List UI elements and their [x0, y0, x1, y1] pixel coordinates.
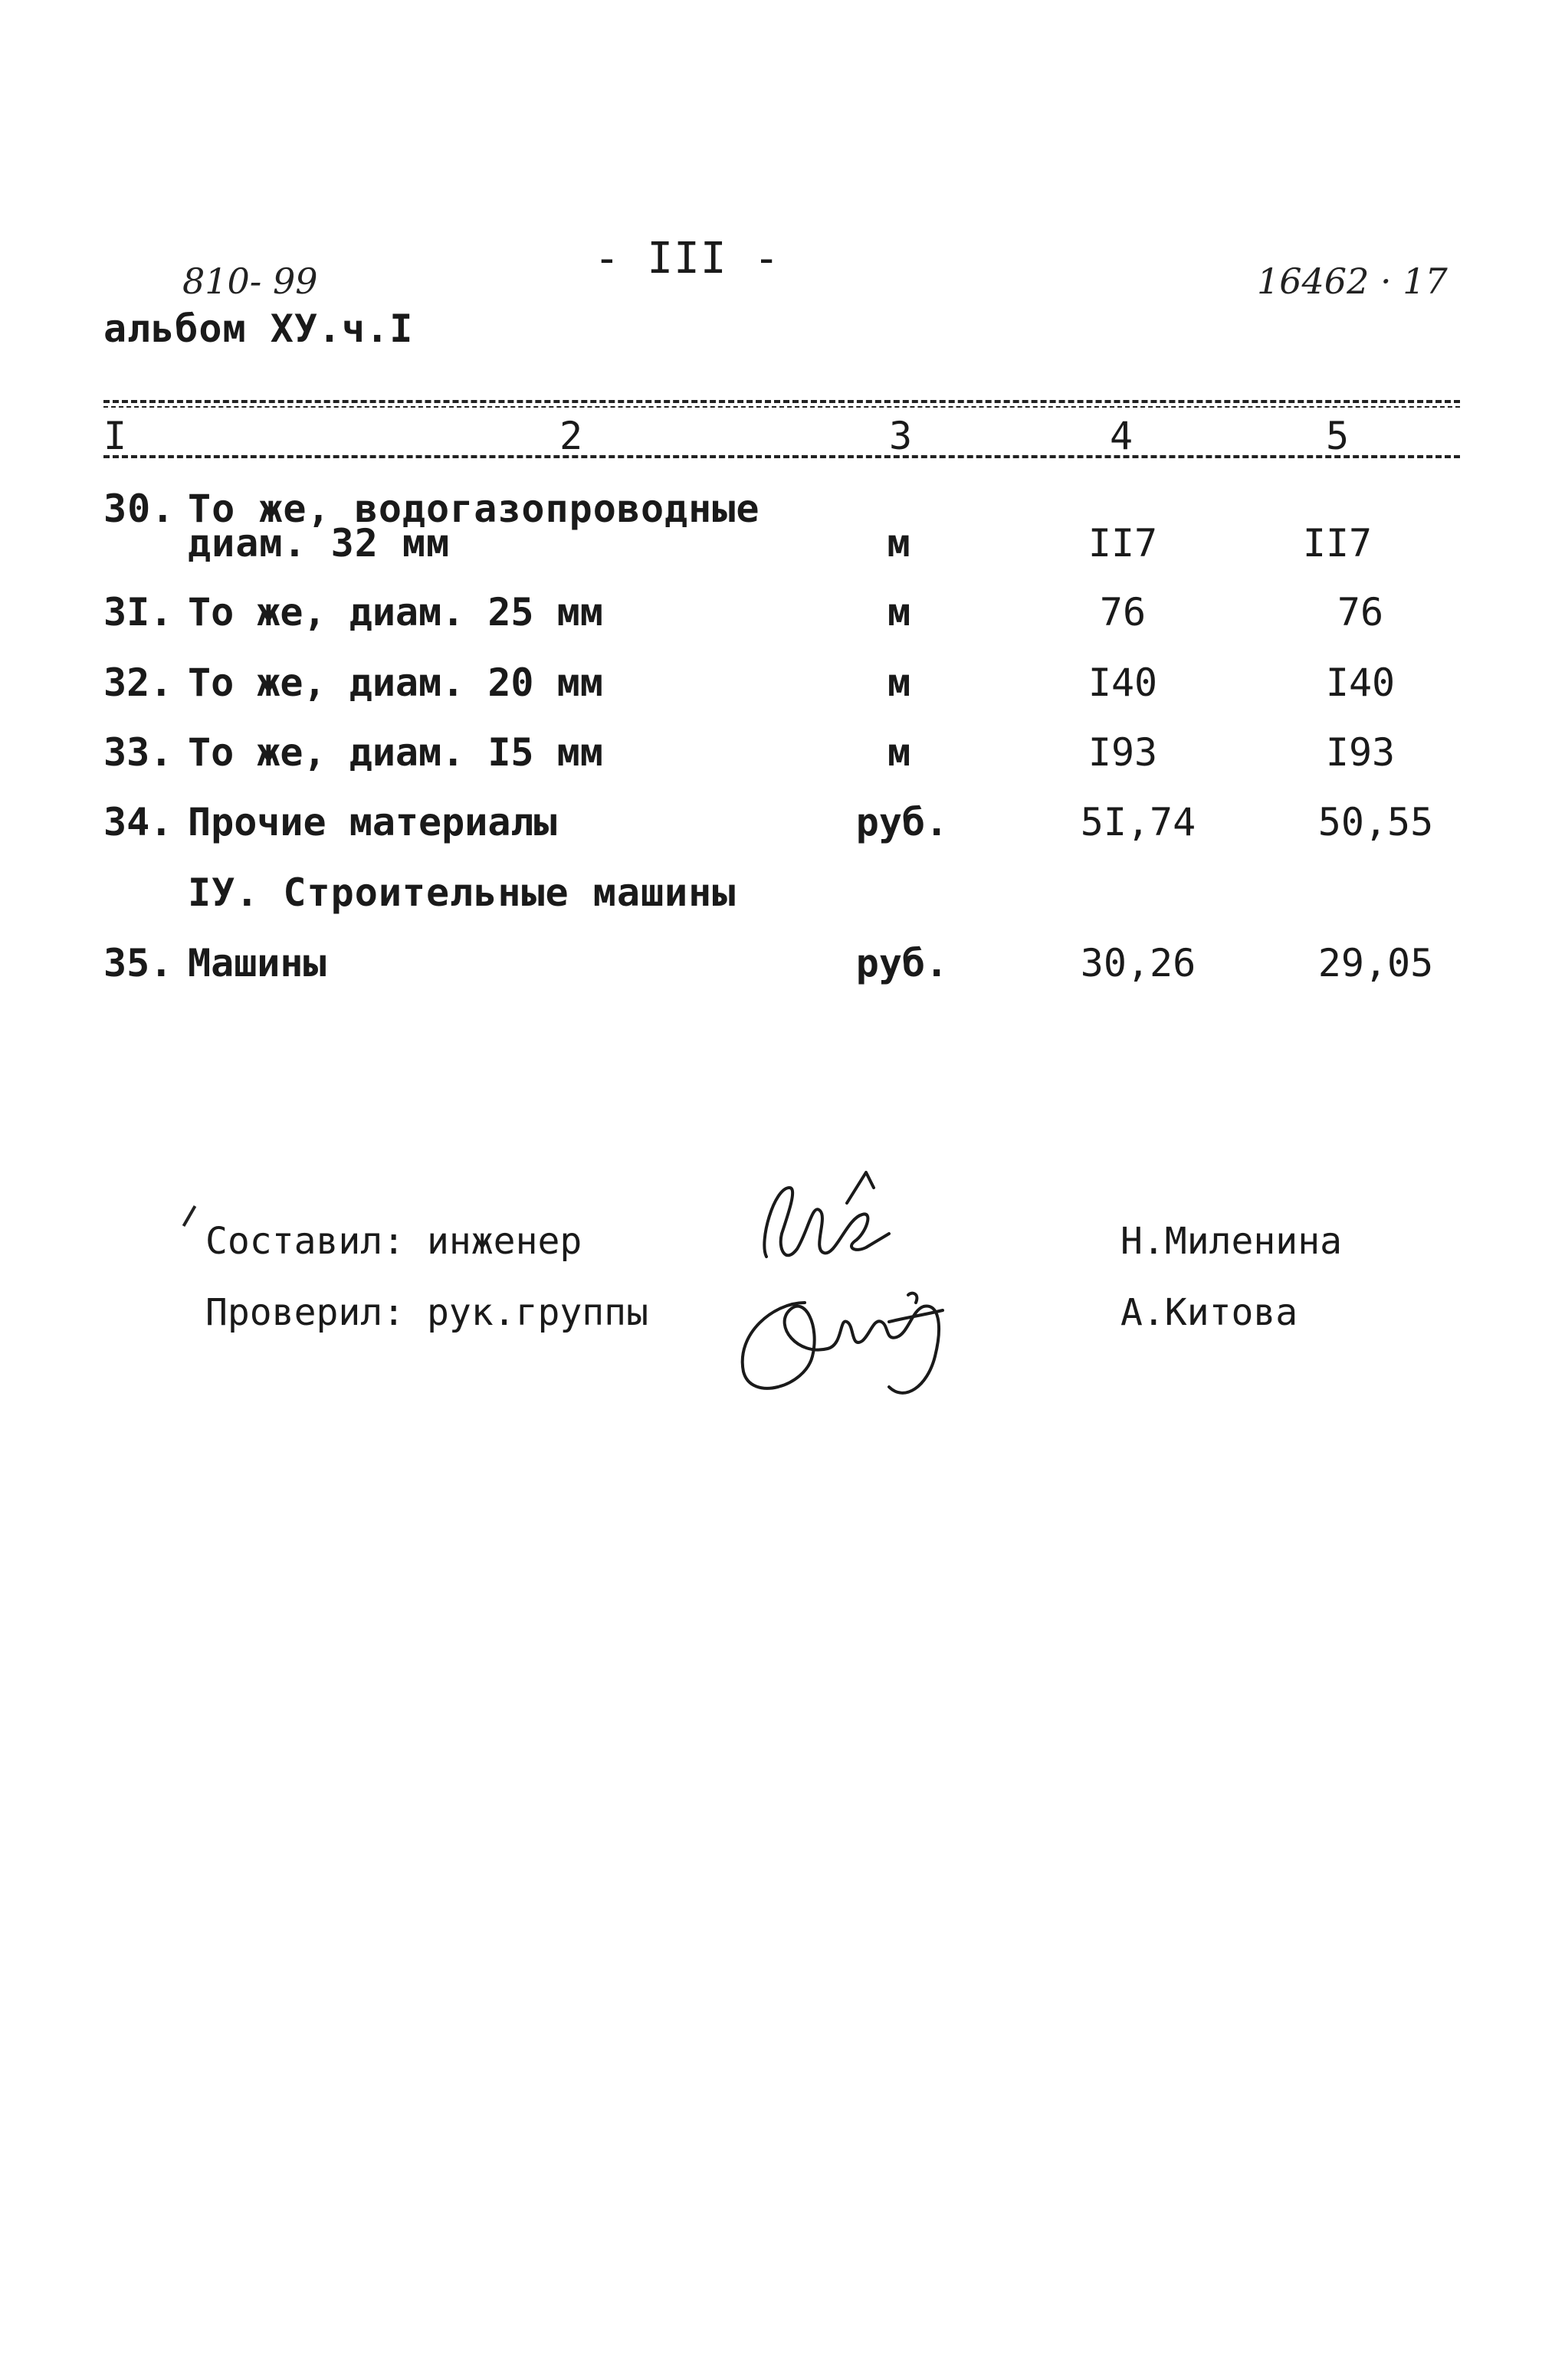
row-col5: 29,05 [1317, 941, 1434, 985]
signature-milenina [764, 1188, 889, 1257]
row-col4: 76 [1099, 590, 1147, 634]
checked-by-label: Проверил: рук.группы [205, 1291, 648, 1334]
row-text: Машины [188, 941, 326, 985]
page-number: - III - [594, 234, 781, 284]
column-header-4: 4 [1110, 414, 1134, 458]
row-col5: II7 [1302, 521, 1373, 565]
compiled-by-name: Н.Миленина [1120, 1220, 1342, 1263]
row-unit: м [887, 730, 911, 775]
row-number: 32. [103, 661, 173, 705]
row-unit: руб. [855, 941, 949, 985]
row-number: 35. [103, 941, 173, 985]
column-header-5: 5 [1326, 414, 1350, 458]
row-text: То же, диам. I5 мм [188, 730, 603, 775]
table-header-rule [103, 455, 1460, 458]
handwritten-inventory-number: 16462 · 17 [1257, 261, 1448, 302]
row-number: 33. [103, 730, 173, 775]
table-row [0, 941, 1565, 995]
checked-by-name: А.Китова [1120, 1291, 1298, 1334]
row-col4: I40 [1088, 661, 1158, 705]
row-text: То же, водогазопроводные [188, 487, 760, 531]
table-row [0, 800, 1565, 854]
row-col5: 50,55 [1317, 800, 1434, 844]
compiled-by-label: Составил: инженер [205, 1220, 582, 1263]
handwritten-doc-code: 810- 99 [182, 261, 318, 302]
row-col5: 76 [1337, 590, 1384, 634]
row-text: То же, диам. 25 мм [188, 590, 603, 634]
row-text: Прочие материалы [188, 800, 557, 844]
row-col5: I93 [1325, 730, 1396, 775]
table-row [0, 661, 1565, 714]
row-text-continued: диам. 32 мм [188, 521, 451, 565]
row-number: 3I. [103, 590, 173, 634]
table-row [0, 730, 1565, 784]
album-label: альбом ХУ.ч.I [103, 307, 414, 351]
handwritten-signatures [713, 1157, 1004, 1410]
row-col4: 5I,74 [1080, 800, 1196, 844]
row-unit: м [887, 521, 911, 565]
table-row [0, 590, 1565, 644]
table-top-rule-2 [103, 406, 1460, 408]
row-unit: руб. [855, 800, 949, 844]
table-top-rule [103, 400, 1460, 403]
row-number: 34. [103, 800, 173, 844]
row-unit: м [887, 590, 911, 634]
column-header-3: 3 [889, 414, 913, 458]
column-header-1: I [103, 414, 127, 458]
row-text: То же, диам. 20 мм [188, 661, 603, 705]
row-col4: 30,26 [1080, 941, 1196, 985]
section-heading: IУ. Строительные машины [188, 870, 737, 915]
pen-mark [182, 1205, 196, 1227]
row-col4: I93 [1088, 730, 1158, 775]
row-col4: II7 [1088, 521, 1158, 565]
column-header-2: 2 [559, 414, 583, 458]
row-unit: м [887, 661, 911, 705]
row-col5: I40 [1325, 661, 1396, 705]
row-number: 30. [103, 487, 176, 531]
